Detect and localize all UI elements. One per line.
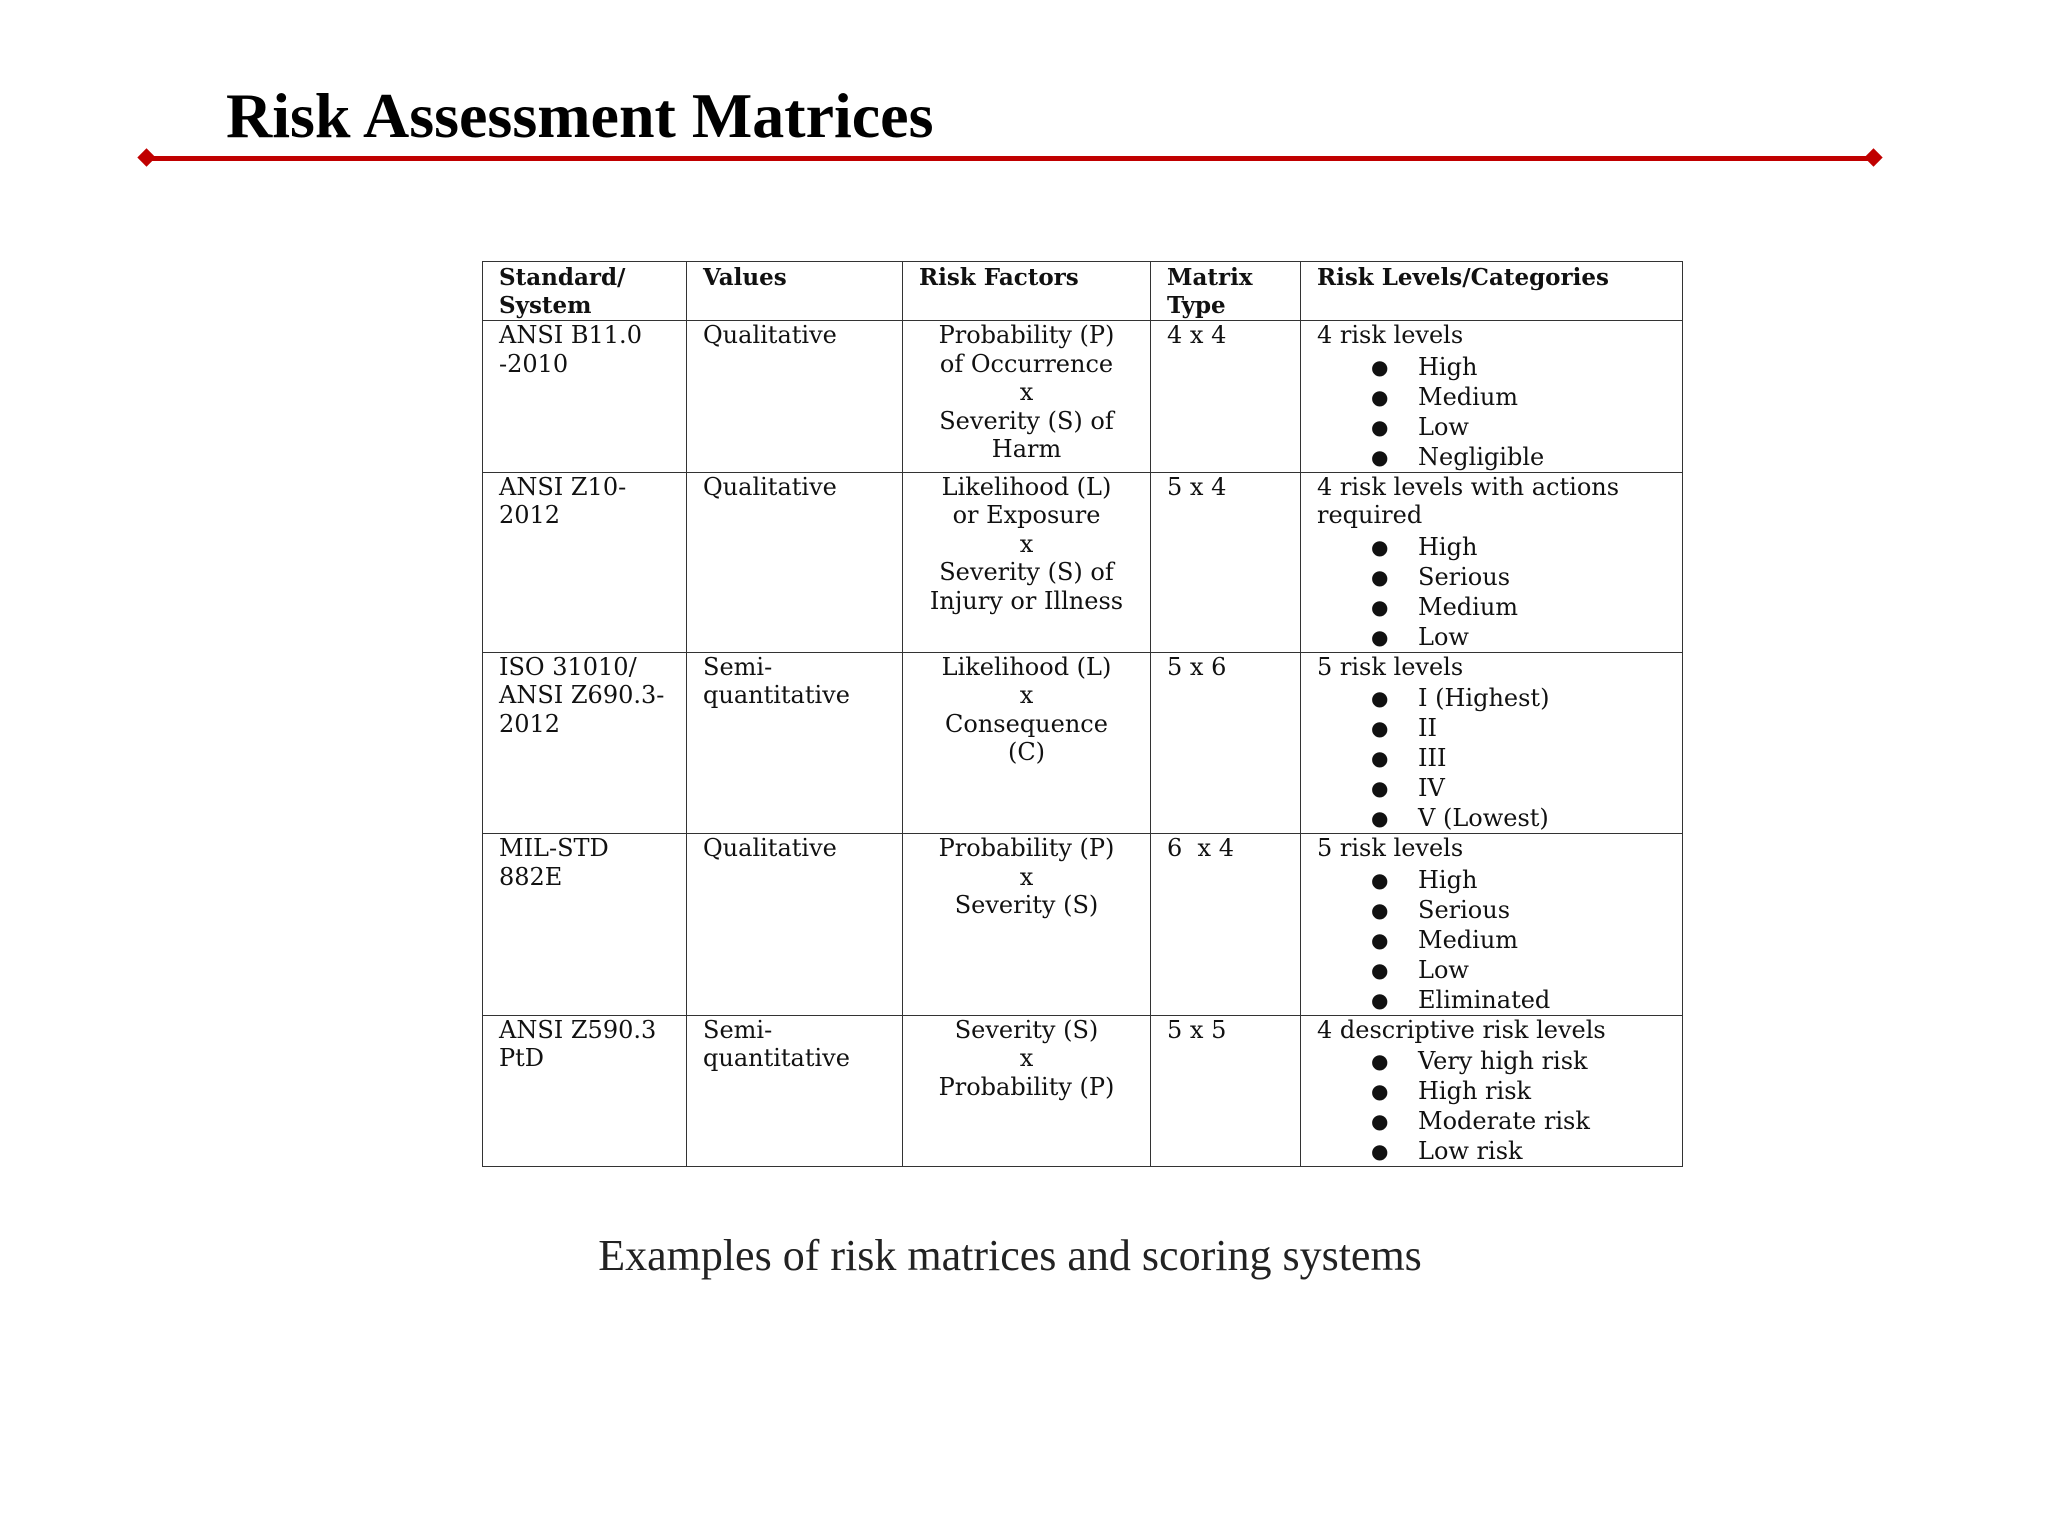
factor-line: Probability (P) xyxy=(938,1072,1115,1101)
bullet-icon: ● xyxy=(1371,534,1389,559)
bullet-icon: ● xyxy=(1371,384,1389,409)
factor-line: Likelihood (L) xyxy=(941,652,1112,681)
bullet-icon: ● xyxy=(1371,776,1389,800)
list-item: ● II xyxy=(1371,714,1437,742)
list-item: ● Medium xyxy=(1371,592,1519,621)
cell-values: Semi- quantitative xyxy=(687,1015,903,1167)
levels-intro: 4 descriptive risk levels xyxy=(1317,1015,1606,1044)
list-item: ● III xyxy=(1371,744,1447,772)
list-item: ● Moderate risk xyxy=(1371,1107,1590,1135)
factor-line: Likelihood (L) xyxy=(941,472,1112,501)
factor-line: or Exposure xyxy=(952,501,1101,529)
header-risk-factors: Risk Factors xyxy=(903,262,1151,321)
factor-line: Injury or Illness xyxy=(929,586,1124,615)
levels-list xyxy=(1317,865,1672,1015)
table-row xyxy=(483,472,1683,652)
bullet-icon: ● xyxy=(1371,957,1389,982)
bullet-icon: ● xyxy=(1371,354,1389,379)
factor-line: Probability (P) xyxy=(938,834,1115,862)
factor-line: Harm xyxy=(991,435,1062,463)
list-item: ● Medium xyxy=(1371,925,1519,954)
cell-standard: ANSI B11.0 -2010 xyxy=(483,321,687,473)
bullet-icon: ● xyxy=(1371,1139,1389,1163)
cell-risk-factors xyxy=(903,652,1151,834)
cell-values: Qualitative xyxy=(687,472,903,652)
header-standard: Standard/ System xyxy=(483,262,687,321)
table-row xyxy=(483,1015,1683,1167)
factor-line: Severity (S) xyxy=(954,891,1099,919)
table-caption: Examples of risk matrices and scoring systems xyxy=(598,1231,1422,1280)
cell-risk-factors xyxy=(903,472,1151,652)
risk-matrix-table xyxy=(482,261,1683,1167)
bullet-icon: ● xyxy=(1371,1079,1389,1103)
bullet-icon: ● xyxy=(1371,444,1389,469)
table-row xyxy=(483,834,1683,1016)
table-header-row xyxy=(483,262,1683,321)
factor-line: of Occurrence xyxy=(939,349,1114,378)
cell-risk-levels xyxy=(1301,652,1683,834)
cell-matrix-type: 5 x 6 xyxy=(1151,652,1301,834)
bullet-icon: ● xyxy=(1371,564,1389,589)
cell-risk-factors xyxy=(903,321,1151,473)
header-matrix-type: Matrix Type xyxy=(1151,262,1301,321)
bullet-icon: ● xyxy=(1371,1049,1389,1073)
list-item: ● Low xyxy=(1371,412,1469,441)
list-item: ● V (Lowest) xyxy=(1371,804,1549,832)
list-item: ● I (Highest) xyxy=(1371,684,1550,712)
table-row xyxy=(483,321,1683,473)
bullet-icon: ● xyxy=(1371,686,1389,710)
bullet-icon: ● xyxy=(1371,806,1389,830)
cell-standard: ANSI Z590.3 PtD xyxy=(483,1015,687,1167)
levels-intro: 4 risk levels with actions required xyxy=(1317,472,1620,529)
cell-risk-levels xyxy=(1301,834,1683,1016)
cell-values: Qualitative xyxy=(687,834,903,1016)
bullet-icon: ● xyxy=(1371,414,1389,439)
list-item: ● Serious xyxy=(1371,562,1511,591)
divider-diamond-right xyxy=(1864,148,1882,166)
factor-line: x xyxy=(1019,378,1034,406)
list-item: ● Low risk xyxy=(1371,1137,1523,1165)
factor-line: (C) xyxy=(1007,738,1046,766)
bullet-icon: ● xyxy=(1371,624,1389,649)
factor-line: Severity (S) of xyxy=(939,406,1114,435)
cell-standard: MIL-STD 882E xyxy=(483,834,687,1016)
page-title: Risk Assessment Matrices xyxy=(226,80,934,151)
header-risk-levels: Risk Levels/Categories xyxy=(1301,262,1683,321)
bullet-icon: ● xyxy=(1371,716,1389,740)
cell-standard: ANSI Z10- 2012 xyxy=(483,472,687,652)
bullet-icon: ● xyxy=(1371,746,1389,770)
table-row xyxy=(483,652,1683,834)
levels-list xyxy=(1317,683,1672,833)
list-item: ● Low xyxy=(1371,622,1469,651)
list-item: ● Negligible xyxy=(1371,442,1545,471)
factor-line: x xyxy=(1019,681,1034,709)
divider-line xyxy=(148,156,1872,161)
cell-matrix-type: 5 x 5 xyxy=(1151,1015,1301,1167)
bullet-icon: ● xyxy=(1371,867,1389,892)
list-item: ● IV xyxy=(1371,774,1445,802)
factor-line: x xyxy=(1019,862,1034,891)
bullet-icon: ● xyxy=(1371,897,1389,922)
cell-matrix-type: 4 x 4 xyxy=(1151,321,1301,473)
factor-line: Severity (S) xyxy=(954,1015,1099,1044)
bullet-icon: ● xyxy=(1371,1109,1389,1133)
levels-list xyxy=(1317,532,1672,652)
list-item: ● High xyxy=(1371,352,1478,381)
list-item: ● High risk xyxy=(1371,1077,1532,1105)
levels-intro: 4 risk levels xyxy=(1317,321,1464,349)
factor-line: Consequence xyxy=(945,709,1108,738)
list-item: ● High xyxy=(1371,865,1478,894)
list-item: ● Low xyxy=(1371,955,1469,984)
factor-line: Probability (P) xyxy=(938,321,1115,349)
list-item: ● Medium xyxy=(1371,382,1519,411)
cell-values: Qualitative xyxy=(687,321,903,473)
factor-line: x xyxy=(1019,529,1034,558)
list-item: ● Eliminated xyxy=(1371,985,1551,1014)
list-item: ● Serious xyxy=(1371,895,1511,924)
list-item: ● High xyxy=(1371,532,1478,561)
cell-values: Semi- quantitative xyxy=(687,652,903,834)
cell-risk-levels xyxy=(1301,1015,1683,1167)
levels-intro: 5 risk levels xyxy=(1317,652,1464,681)
cell-risk-factors xyxy=(903,834,1151,1016)
list-item: ● Very high risk xyxy=(1371,1047,1588,1075)
levels-list xyxy=(1317,1046,1672,1166)
factor-line: x xyxy=(1019,1044,1034,1072)
cell-standard: ISO 31010/ ANSI Z690.3-2012 xyxy=(483,652,687,834)
cell-matrix-type: 5 x 4 xyxy=(1151,472,1301,652)
levels-list xyxy=(1317,352,1672,472)
bullet-icon: ● xyxy=(1371,594,1389,619)
levels-intro: 5 risk levels xyxy=(1317,834,1464,862)
title-divider xyxy=(140,154,1880,163)
cell-risk-levels xyxy=(1301,321,1683,473)
factor-line: Severity (S) of xyxy=(939,558,1114,586)
header-values: Values xyxy=(687,262,903,321)
cell-risk-levels xyxy=(1301,472,1683,652)
bullet-icon: ● xyxy=(1371,927,1389,952)
cell-risk-factors xyxy=(903,1015,1151,1167)
cell-matrix-type: 6 x 4 xyxy=(1151,834,1301,1016)
bullet-icon: ● xyxy=(1371,987,1389,1012)
